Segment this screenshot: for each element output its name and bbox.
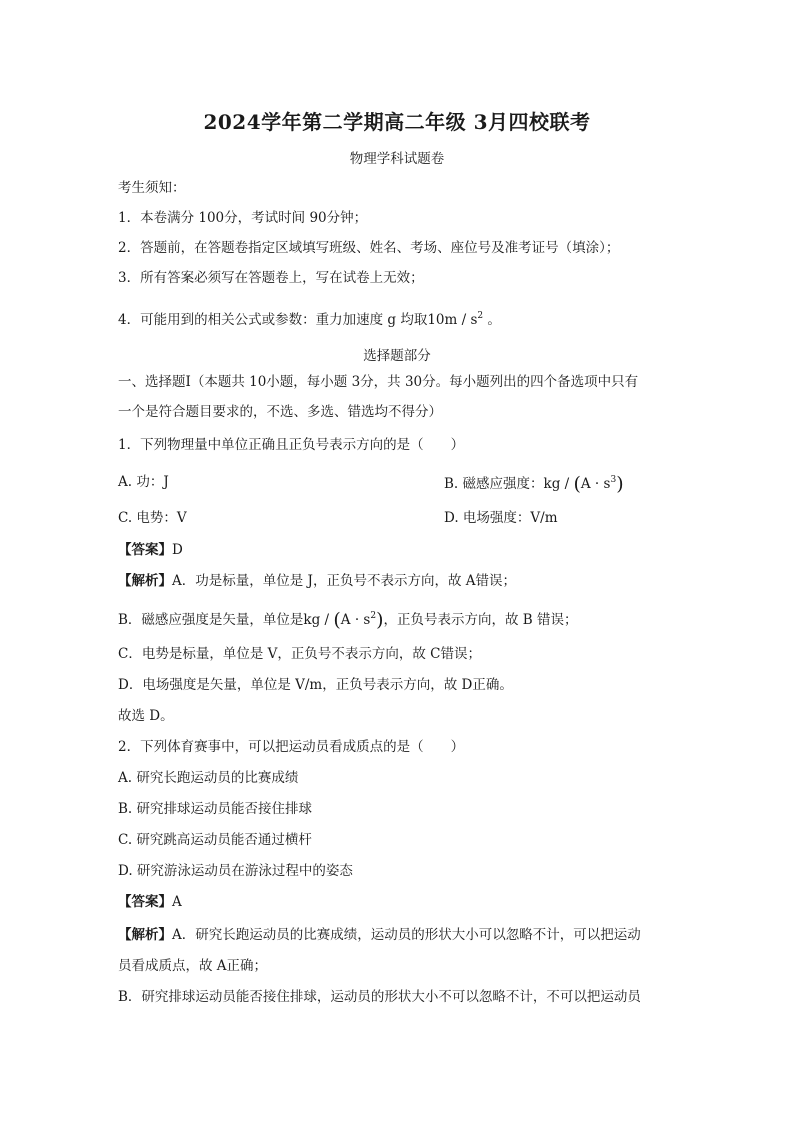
q1-stem: 1．下列物理量中单位正确且正负号表示方向的是（ ） (118, 437, 465, 453)
notice-item-2: 2．答题前，在答题卷指定区域填写班级、姓名、考场、座位号及准考证号（填涂）； (118, 240, 620, 256)
q1-answer (118, 540, 678, 560)
q1-option-b-unit: kg / $(A \cdot s^3)$ (543, 473, 624, 495)
q1-option-b-exponent: 3 (610, 475, 617, 485)
q2-analysis-a-text: A．研究长跑运动员的比赛成绩，运动员的形状大小可以忽略不计，可以把运动 (172, 927, 641, 943)
q1-option-b (444, 470, 684, 494)
q1-analysis-b-exponent: 2 (370, 611, 377, 621)
q1-analysis-b-unit-text: kg / (303, 612, 334, 628)
gravity-symbol: g (387, 312, 397, 328)
section-title: 选择题部分 (363, 348, 431, 364)
q2-option-b: B. 研究排球运动员能否接住排球 (118, 801, 313, 817)
q1-analysis-b-unit: kg / $(A \cdot s^2)$ (303, 609, 384, 631)
q1-conclusion: 故选 D。 (118, 708, 174, 724)
q1-option-a: A. 功：J (118, 474, 169, 490)
q2-stem: 2．下列体育赛事中，可以把运动员看成质点的是（ ） (118, 739, 465, 755)
q2-option-a: A. 研究长跑运动员的比赛成绩 (118, 770, 299, 786)
gravity-value-text: 10m / s (427, 312, 478, 328)
q1-analysis-a (118, 571, 678, 591)
q2-answer (118, 892, 678, 912)
page-subtitle: 物理学科试题卷 (349, 151, 445, 167)
q2-answer-value: A (172, 894, 182, 910)
notice-item-3: 3．所有答案必须写在答题卷上，写在试卷上无效； (118, 270, 424, 286)
gravity-exponent: 2 (477, 311, 484, 321)
q2-option-c: C. 研究跳高运动员能否通过横杆 (118, 832, 312, 848)
q2-analysis-a-line-2: 员看成质点，故 A正确； (118, 958, 268, 974)
notice-item-4-prefix: 4．可能用到的相关公式或参数：重力加速度 (118, 312, 388, 328)
q2-analysis-label: 【解析】 (118, 927, 172, 943)
notice-item-1: 1．本卷满分 100分，考试时间 90分钟； (118, 210, 368, 226)
q1-option-c: C. 电势：V (118, 510, 187, 526)
q1-option-b-inner: A · s (580, 476, 611, 492)
q2-analysis-a-line-1 (118, 925, 678, 945)
page-title: 2024学年第二学期高二年级 3月四校联考 (203, 110, 591, 134)
q1-analysis-b-prefix: B．磁感应强度是矢量，单位是 (118, 612, 304, 628)
notice-item-4-suffix: 。 (483, 312, 501, 328)
q1-analysis-d: D．电场强度是矢量，单位是 V/m，正负号表示方向，故 D正确。 (118, 677, 513, 693)
q1-option-b-unit-text: kg / (543, 476, 574, 492)
q2-answer-label: 【答案】 (118, 894, 172, 910)
notice-heading: 考生须知： (118, 180, 186, 196)
q1-option-b-prefix: B. 磁感应强度： (444, 476, 544, 492)
part1-instruction-line-1: 一、选择题Ⅰ（本题共 10小题，每小题 3分，共 30分。每小题列出的四个备选项中只有 (118, 374, 639, 390)
q2-option-d: D. 研究游泳运动员在游泳过程中的姿态 (118, 863, 353, 879)
q1-analysis-b (118, 606, 678, 630)
q1-analysis-a-text: A．功是标量，单位是 J，正负号不表示方向，故 A错误； (172, 573, 516, 589)
part1-instruction-line-2: 一个是符合题目要求的，不选、多选、错选均不得分） (118, 404, 442, 420)
q1-analysis-label: 【解析】 (118, 573, 172, 589)
q2-analysis-b-line-1: B．研究排球运动员能否接住排球，运动员的形状大小不可以忽略不计，不可以把运动员 (118, 989, 641, 1005)
notice-item-4 (118, 306, 678, 330)
q1-analysis-c: C．电势是标量，单位是 V，正负号不表示方向，故 C错误； (118, 646, 481, 662)
q1-analysis-b-suffix: ，正负号表示方向，故 B 错误； (383, 612, 578, 628)
q1-answer-value: D (172, 542, 183, 558)
q1-answer-label: 【答案】 (118, 542, 172, 558)
q1-option-d: D. 电场强度：V/m (444, 510, 558, 526)
q1-analysis-b-inner: A · s (340, 612, 371, 628)
notice-item-4-mid: 均取 (396, 312, 428, 328)
gravity-value (427, 312, 483, 328)
